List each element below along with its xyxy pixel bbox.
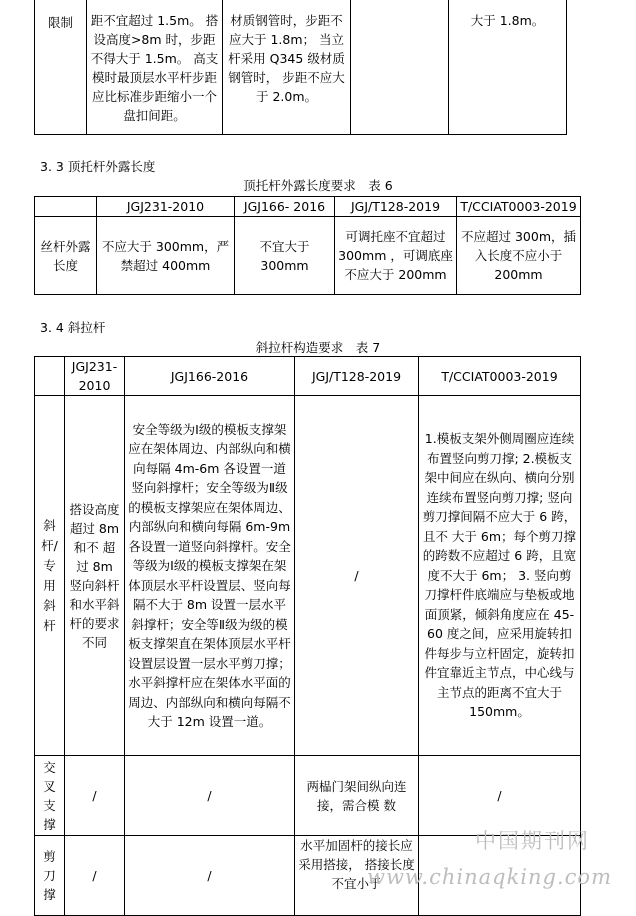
table5-tail bbox=[34, 0, 567, 135]
table7-cell: / bbox=[65, 756, 125, 836]
table6-header: JGJ/T128-2019 bbox=[335, 197, 457, 217]
table7-cell: 两榀门架间纵向连接，需合模 数 bbox=[295, 756, 419, 836]
table6-cell: 不应大于 300mm，严禁超过 400mm bbox=[97, 217, 235, 295]
table5-row-label: 限制 bbox=[35, 0, 87, 135]
table7-cell: / bbox=[65, 836, 125, 916]
table6-cell: 可调托座不宜超过 300mm ，可调底座不应大于 200mm bbox=[335, 217, 457, 295]
table7-header: JGJ231-2010 bbox=[65, 357, 125, 396]
table7-cell: / bbox=[419, 756, 581, 836]
table7-caption: 斜拉杆构造要求 表 7 bbox=[255, 340, 381, 355]
table7-cell: / bbox=[125, 836, 295, 916]
table7-cell: 1.模板支架外侧周圈应连续布置竖向剪刀撑; 2.模板支架中间应在纵向、横向分别连续布置竖向剪刀撑; 竖向剪刀撑间隔不应大于 6 跨，且不 大于 6m；每个剪刀撑的跨数不应超过 6 跨，且宽度不大于 6m； 3. 竖向剪刀撑杆件底端应与垫板或地面顶紧，倾斜角度应在 45-60 度之间，应采用旋转扣件每步与立杆固定，旋转扣件宜靠近主节点，中心线与主节点的距离不宜大于 150mm。 bbox=[419, 396, 581, 756]
table7-header bbox=[35, 357, 65, 396]
table7-header: JGJ166-2016 bbox=[125, 357, 295, 396]
table7-row-label: 斜杆/专用斜杆 bbox=[35, 396, 65, 756]
table6-header: JGJ231-2010 bbox=[97, 197, 235, 217]
table7-cell: 安全等级为Ⅰ级的模板支撑架应在架体周边、内部纵向和横向每隔 4m-6m 各设置一道竖向斜撑杆；安全等级为Ⅱ级的模板支撑架应在架体周边、内部纵向和横向每隔 6m-9m 各设置一道竖向斜撑杆。安全等级为Ⅰ级的模板支撑架在架体顶层水平杆设置层、竖向每隔不大于 8m 设置一层水平斜撑杆；安全等Ⅱ级为级的模板支撑架直在架体顶层水平杆设置层设置一层水平剪刀撑；水平斜撑杆应在架体水平面的周边、内部纵向和横向每隔不大于 12m 设置一道。 bbox=[125, 396, 295, 756]
table6-header: JGJ166- 2016 bbox=[235, 197, 335, 217]
table7-row-label: 交叉支撑 bbox=[35, 756, 65, 836]
watermark-cn: 中国期刊网 bbox=[475, 829, 590, 853]
table7-cell: 水平加固杆的接长应采用搭接， 搭接长度不宜小于 bbox=[295, 836, 419, 916]
table6-cell: 不宜大于 300mm bbox=[235, 217, 335, 295]
table5-cell bbox=[351, 0, 449, 135]
table6 bbox=[34, 196, 581, 295]
table6-header bbox=[35, 197, 97, 217]
table7-cell: / bbox=[125, 756, 295, 836]
table6-cell: 不应超过 300m，插 入长度不应小于 200mm bbox=[457, 217, 581, 295]
table7-header: JGJ/T128-2019 bbox=[295, 357, 419, 396]
table6-caption: 顶托杆外露长度要求 表 6 bbox=[243, 178, 393, 193]
table6-header: T/CCIAT0003-2019 bbox=[457, 197, 581, 217]
table5-cell: 材质钢管时，步距不应大于 1.8m； 当立杆采用 Q345 级材质钢管时， 步距不应大于 2.0m。 bbox=[223, 0, 351, 135]
table7-cell: / bbox=[295, 396, 419, 756]
table7-header: T/CCIAT0003-2019 bbox=[419, 357, 581, 396]
table5-cell: 距不宜超过 1.5m。 搭设高度>8m 时，步距不得大于 1.5m。 高支模时最顶层水平杆步距应比标准步距缩小一个 盘扣间距。 bbox=[87, 0, 223, 135]
table7-cell: 搭设高度超过 8m 和不 超过 8m 竖向斜杆和水平斜杆的要求不同 bbox=[65, 396, 125, 756]
table5-cell: 大于 1.8m。 bbox=[449, 0, 567, 135]
section-3-3-heading: 3. 3 顶托杆外露长度 bbox=[40, 159, 156, 174]
table6-row-label: 丝杆外露长度 bbox=[35, 217, 97, 295]
section-3-4-heading: 3. 4 斜拉杆 bbox=[40, 320, 106, 335]
table7-row-label: 剪刀撑 bbox=[35, 836, 65, 916]
watermark-url: www.chinaqking.com bbox=[366, 865, 612, 889]
